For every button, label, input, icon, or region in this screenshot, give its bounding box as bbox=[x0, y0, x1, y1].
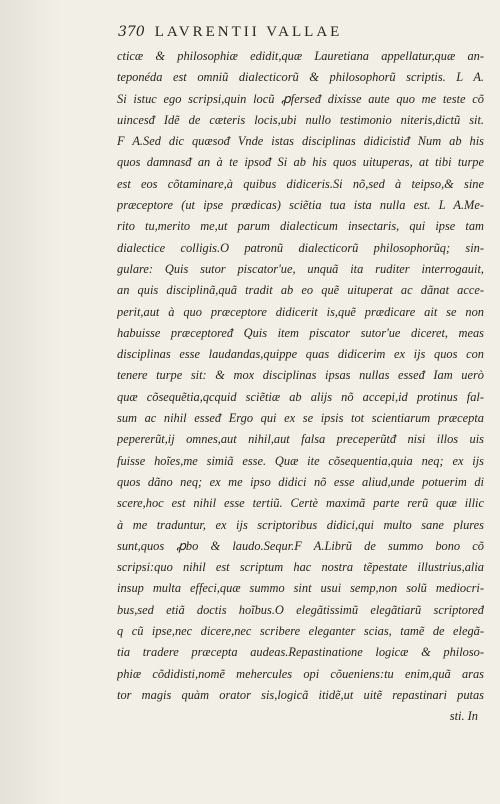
text-line: uincesᵭ Idẽ de cæteris locis,ubi nullo testimonio niteris,dictũ sit. bbox=[117, 112, 484, 127]
text-line: rito tu,merito me,ut parum dialecticum insectaris, qui ipse tam bbox=[117, 219, 484, 234]
text-line: tor magis quàm orator sis,logicã itidẽ,ut uitẽ repastinari putas bbox=[117, 687, 484, 702]
text-line: fuisse hoĩes,me simiã esse. Quæ ite cõsequentia,quia neq; ex ijs bbox=[117, 453, 484, 468]
text-line: habuisse præceptoreᵭ Quis item piscator sutor'ue diceret, meas bbox=[117, 325, 484, 340]
running-head: LAVRENTII VALLAE bbox=[154, 24, 343, 40]
body-text bbox=[117, 46, 484, 728]
text-line: quos dãno neq; ex me ipso didici nõ esse aliud,unde potuerim di bbox=[117, 474, 484, 489]
text-line: q cũ ipse,nec dicere,nec scribere eleganter scias, tamẽ de elegã- bbox=[117, 624, 484, 639]
text-line: cticæ & philosophiæ edidit,quæ Lauretiana appellatur,quæ an- bbox=[117, 49, 484, 63]
text-line: Si istuc ego scripsi,quin locũ ꝓferseᵭ dixisse aute quo me teste cõ bbox=[117, 91, 484, 106]
text-line: quos damnasᵭ an à te ipsoᵭ Si ab his quos uituperas, at tibi turpe bbox=[117, 155, 484, 170]
text-line: scere,hoc est nihil esse tertiũ. Certè maximã parte rerũ quæ illic bbox=[117, 496, 484, 511]
text-line: sunt,quos ꝓbo & laudo.Sequr.F A.Librũ de summo bono cõ bbox=[117, 538, 484, 553]
text-line: gulare: Quis sutor piscator'ue, unquã ita ruditer interrogauit, bbox=[117, 261, 484, 276]
text-line: tenere turpe sit: & mox disciplinas ipsas nullas esseᵭ Iam uerò bbox=[117, 368, 484, 383]
text-line: præceptore (ut ipse prædicas) sciẽtia tua ista nulla est. L A.Me- bbox=[117, 198, 484, 213]
page-header bbox=[118, 24, 448, 41]
page-number: 370 bbox=[118, 24, 145, 40]
text-line: teponéda est omniũ dialecticorũ & philosophorũ scriptis. L A. bbox=[117, 70, 484, 85]
text-line: quæ cõsequẽtia,qcquid sciẽtiæ ab alijs nõ accepi,id protinus fal- bbox=[117, 389, 484, 404]
text-line: à me traduntur, ex ijs scriptoribus didici,qui multo sane plures bbox=[117, 517, 484, 532]
text-line: sum ac nihil esseᵭ Ergo qui ex se ipsis tot scientiarum præcepta bbox=[117, 411, 484, 426]
text-line: sti. In bbox=[449, 709, 478, 724]
text-line: an quis disciplinã,quã tradit ab eo quẽ uituperat ac dãnat acce- bbox=[117, 283, 484, 298]
text-line: dialectice colligis.O patronũ dialecticorũ philosophorũq; sin- bbox=[117, 240, 484, 255]
text-line: F A.Sed dic quæsoᵭ Vnde istas disciplinas didicistiᵭ Num ab his bbox=[117, 134, 484, 149]
text-line: pepererũt,ij omnes,aut nihil,aut falsa preceperũtᵭ nisi illos uis bbox=[117, 432, 484, 447]
text-line: perit,aut à quo præceptore didicerit is,quẽ prædicare ait se non bbox=[117, 304, 484, 319]
text-line: bus,sed etiã doctis hoĩbus.O elegãtissimũ elegãtiarũ scriptoreᵭ bbox=[117, 602, 484, 617]
text-line: tia tradere præcepta audeas.Repastinatione logicæ & philoso- bbox=[117, 645, 484, 660]
text-line: est eos cõtaminare,à quibus didiceris.Si nõ,sed à teipso,& sine bbox=[117, 176, 484, 191]
text-line: scripsi:quo nihil est scriptum hac nostra tẽpestate illustrius,alia bbox=[117, 560, 484, 575]
text-line: disciplinas esse laudandas,quippe quas didicerim ex ijs quos con bbox=[117, 347, 484, 362]
text-line: phiæ cõdidisti,nomẽ mehercules opi cõueniens:tu enim,quã aras bbox=[117, 666, 484, 681]
binding-shadow bbox=[0, 0, 60, 804]
text-line: insup multa effeci,quæ summo sint usui semp,non solũ mediocri- bbox=[117, 581, 484, 596]
